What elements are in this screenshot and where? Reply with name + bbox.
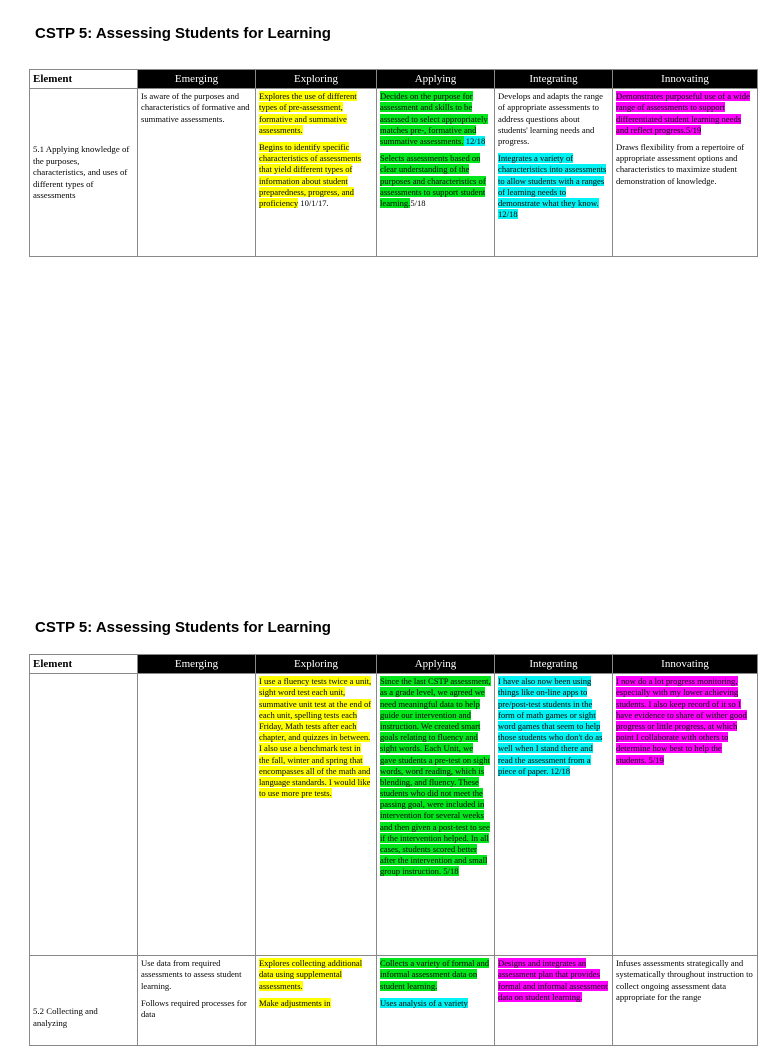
level-header-integrating: Integrating	[495, 70, 613, 89]
element-cell	[30, 956, 138, 1046]
header-row	[30, 655, 758, 674]
highlighted-text: Designs and integrates an assessment plan that provides formal and informal assessment data on student learning.	[498, 958, 608, 1002]
highlighted-text: Begins to identify specific characteristics of assessments that yield different types of information about student preparedness, progress, and proficiency	[259, 141, 362, 208]
table-row	[30, 89, 758, 257]
date-text: 5/18	[410, 197, 426, 208]
date-text: 12/18	[548, 765, 571, 776]
exploring-cell	[256, 956, 377, 1046]
page-title: CSTP 5: Assessing Students for Learning	[35, 25, 331, 42]
highlighted-text: I use a fluency tests twice a unit, sight word test each unit, summative unit test at the end of each unit, spelling tests each Friday, Math tests after each chapter, and quizzes in between. I also use a benchmark test in the fall, winter and spring that encompasses all of the math and language standards. I would like to use more pre tests.	[259, 676, 372, 799]
applying-cell	[377, 674, 495, 956]
table-row	[30, 674, 758, 956]
highlighted-text: Uses analysis of a variety	[380, 997, 468, 1008]
highlighted-text: Make adjustments in	[259, 997, 331, 1008]
integrating-cell	[495, 89, 613, 257]
highlighted-text: Demonstrates purposeful use of a wide range of assessments to support differentiated student learning needs and reflect progress.	[616, 91, 750, 135]
level-header-emerging: Emerging	[138, 655, 256, 674]
date-text: 10/1/17.	[298, 197, 329, 208]
header-row	[30, 70, 758, 89]
date-text: 12/18	[498, 209, 518, 220]
integrating-cell	[495, 674, 613, 956]
applying-cell	[377, 956, 495, 1046]
exploring-cell	[256, 674, 377, 956]
page-title: CSTP 5: Assessing Students for Learning	[35, 619, 331, 636]
rubric-table	[29, 69, 758, 257]
level-header-applying: Applying	[377, 655, 495, 674]
date-text: 5/19	[685, 124, 702, 135]
highlighted-text: Explores collecting additional data using supplemental assessments.	[259, 958, 363, 991]
descriptor-text: Infuses assessments strategically and systematically throughout instruction to collect ongoing assessment data appropriate for the range	[616, 958, 753, 1002]
highlighted-text: Explores the use of different types of pre-assessment, formative and summative assessments.	[259, 91, 357, 135]
emerging-cell	[138, 674, 256, 956]
element-label: 5.2 Collecting and analyzing	[33, 1006, 98, 1028]
highlighted-text: I now do a lot progress monitoring, especially with my lower achieving students. I also keep record of it so I have evidence to share of wither good progress or little progress, at which point I collaborate with others to determine how best to help the students. 5/19	[616, 676, 747, 765]
descriptor-text: Draws flexibility from a repertoire of appropriate assessment options and characteristics to maximize student demonstration of knowledge.	[616, 141, 745, 186]
level-header-exploring: Exploring	[256, 70, 377, 89]
emerging-cell	[138, 89, 256, 257]
highlighted-text: Selects assessments based on clear understanding of the purposes and characteristics of assessments to support student learning.	[380, 153, 486, 208]
descriptor-text: Use data from required assessments to assess student learning.	[141, 958, 242, 991]
highlighted-text: I have also now been using things like on-line apps to pre/post-test students in the form of math games or sight word games that seem to help those students who don't do as well when I stand there and read the assessment from a piece of paper.	[498, 676, 603, 776]
level-header-innovating: Innovating	[613, 70, 758, 89]
innovating-cell	[613, 956, 758, 1046]
descriptor-text: Is aware of the purposes and characteristics of formative and summative assessments.	[141, 91, 250, 124]
date-text: 12/18	[463, 135, 486, 146]
highlighted-text: Collects a variety of formal and informal assessment data on student learning.	[380, 958, 490, 991]
level-header-integrating: Integrating	[495, 655, 613, 674]
innovating-cell	[613, 674, 758, 956]
level-header-innovating: Innovating	[613, 655, 758, 674]
level-header-emerging: Emerging	[138, 70, 256, 89]
rubric-table	[29, 654, 758, 1046]
descriptor-text: Follows required processes for data	[141, 997, 247, 1019]
level-header-applying: Applying	[377, 70, 495, 89]
exploring-cell	[256, 89, 377, 257]
highlighted-text: Decides on the purpose for assessment and skills to be assessed to select appropriately matches pre-, formative and summative assessments.	[380, 91, 488, 146]
level-header-exploring: Exploring	[256, 655, 377, 674]
element-cell	[30, 89, 138, 257]
element-header: Element	[30, 655, 138, 674]
table-row	[30, 956, 758, 1046]
integrating-cell	[495, 956, 613, 1046]
descriptor-text: Develops and adapts the range of appropriate assessments to address questions about students' learning needs and progress.	[498, 91, 603, 146]
element-header: Element	[30, 70, 138, 89]
emerging-cell	[138, 956, 256, 1046]
element-label: 5.1 Applying knowledge of the purposes, characteristics, and uses of different types of assessments	[33, 144, 130, 200]
applying-cell	[377, 89, 495, 257]
highlighted-text: Integrates a variety of characteristics into assessments to allow students with a ranges of learning needs to demonstrate what they know.	[498, 153, 607, 208]
highlighted-text: Since the last CSTP assessment, as a grade level, we agreed we need meaningful data to help guide our intervention and instruction. We created smart goals relating to fluency and sight words. Each Unit, we gave students a pre-test on sight words, word reading, which is blending, and fluency. These students who did not meet the passing goal, were included in intervention for several weeks and then given a post-test to see if the intervention helped. In all cases, students scored better after the intervention and small group instruction. 5/18	[380, 676, 491, 877]
innovating-cell	[613, 89, 758, 257]
element-cell	[30, 674, 138, 956]
